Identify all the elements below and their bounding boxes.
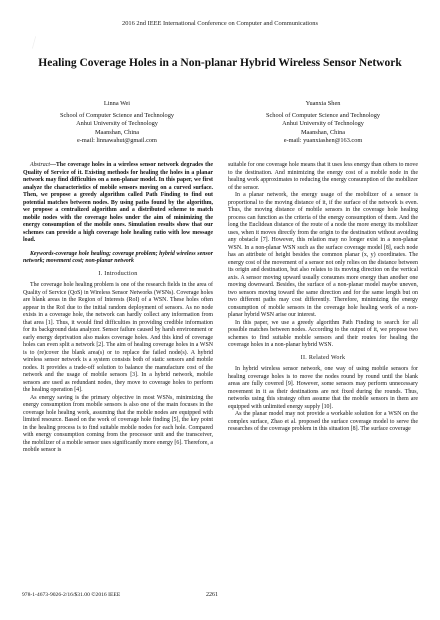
paragraph: In hybrid wireless sensor network, one way of using mobile sensors for healing coverage holes is to move the nodes round by round until the blank areas are fully covered [9]. However, some sensors may perform unnecessary movement in it as their destinations are not fixed during the rounds. Thus, networks using this strategy often assume that the mobile sensors in them are equipped with unlimited energy supply [10]. — [228, 366, 418, 410]
page-number: 2261 — [206, 592, 218, 598]
keywords-text: coverage hole healing; coverage problem; hybrid wireless sensor network; movement cost; non-planar network — [23, 250, 213, 264]
left-column — [23, 162, 213, 455]
section-heading-related: II. Related Work — [300, 354, 346, 361]
section-heading-intro: I. Introduction — [98, 270, 138, 277]
author-univ: Anhui University of Technology — [282, 120, 364, 128]
author-city: Maanshan, China — [300, 128, 346, 136]
author-block-2 — [228, 100, 418, 145]
author-email[interactable]: e-mail: linnawahut@gmail.com — [77, 136, 157, 144]
right-column — [228, 162, 418, 434]
paragraph: The coverage hole healing problem is one of the research fields in the area of Quality of Service (QoS) in Wireless Sensor Networks (WSNs). Coverage holes are blank areas in the Region of Interests (RoI) of a WSN. These holes often appear in the RoI due to the initial random deployment of sensors. As no node exists in a coverage hole, the network can hardly collect any information from that area [1]. Thus, it would find difficulties in providing credible information for its background data analyzer. Sensor failure caused by harsh environment or early energy deprivation also makes coverage holes. And this kind of coverage holes can even split a network [2]. The aim of healing coverage holes in a WSN is to (re)cover the blank area(s) or to replace the failed node(s). A hybrid wireless sensor network is a system consists both of static sensors and mobile nodes. It provides a trade-off solution to balance the manufacture cost of the network and the usage of mobile sensors [3]. In a hybrid network, mobile sensors are used as redundant nodes, they move to coverage holes to perform the healing operation [4]. — [23, 282, 213, 393]
paragraph: As the planar model may not provide a workable solution for a WSN on the complex surface, Zhao et al. proposed the surface coverage model to serve the researches of the coverage problem in this situation [8]. The surface coverage — [228, 411, 418, 432]
author-dept: School of Computer Science and Technology — [266, 112, 380, 120]
conference-header: 2016 2nd IEEE International Conference on Computer and Communications — [122, 20, 318, 27]
watermark: ⟋ — [27, 34, 42, 53]
author-email[interactable]: e-mail: yuanxiashen@163.com — [283, 136, 363, 144]
author-name: Yuanxia Shen — [305, 100, 341, 107]
paragraph: suitable for one coverage hole means that it uses less energy than others to move to the destination. And minimizing the energy cost of a mobile node in the healing work approximates to reducing the energy consumption of the mobilizer of the sensor. — [228, 162, 418, 191]
abstract-text: —The coverage holes in a wireless sensor network degrades the Quality of Service of it. Existing methods for healing the holes in a planar network may find difficulties on a non-planar model. In this paper, we first analyze the characteristics of mobile sensors moving on a curved surface. Then, we propose a greedy algorithm called Path Finding to find out potential matches between nodes. By using paths found by the algorithm, we propose a centralized algorithm and a distributed scheme to match mobile nodes with the coverage holes under the aim of minimizing the energy consumption of the mobile ones. Simulation results show that our schemes can provide a high coverage hole healing ratio with low message load. — [23, 162, 213, 243]
keywords — [23, 251, 213, 266]
author-univ: Anhui University of Technology — [76, 120, 158, 128]
paragraph: As energy saving is the primary objective in most WSNs, minimizing the energy consumption from mobile sensors is also one of the main focuses in the coverage hole healing work, assuming that the mobile nodes are equipped with limited resource. Based on the work of coverage hole finding [5], the key point in the healing process is to find suitable mobile nodes for each hole. Compared with energy consumption coming from the processor unit and the transceiver, the mobilizer of a mobile sensor uses significantly more energy [6]. Therefore, a mobile sensor is — [23, 394, 213, 453]
footer-isbn: 978-1-4673-9026-2/16/$31.00 ©2016 IEEE — [22, 592, 121, 598]
paragraph: In a planar network, the energy usage of the mobilizer of a sensor is proportional to the moving distance of it, if the surface of the network is even. Thus, the moving distance of mobile sensors in the coverage hole healing process can function as the criteria of the energy consumption of them. And the long the Euclidean distance of the route of a node the more energy its mobilizer uses, when it moves directly from the origin to the destination without avoiding any obstacle [7]. However, this relation may no longer exist in a non-planar WSN. In a non-planar WSN such as the surface coverage model [8], each node has an attribute of height besides the common planar (x, y) coordinates. The energy cost of the movement of a sensor not only relies on the distance between its origin and destination, but also relates to its moving direction on the vertical axis. A sensor moving upward usually consumes more energy than another one moving downward. Besides, the surface of a non-planar model maybe uneven, two sensors moving toward the same direction and for the same length but on two different paths may cost differently. Therefore, minimizing the energy consumption of mobile sensors in the coverage hole healing work of a non-planar hybrid WSN arise our interest. — [228, 192, 418, 318]
author-city: Maanshan, China — [94, 128, 140, 136]
author-block-1 — [22, 100, 212, 145]
keywords-label: Keywords- — [30, 250, 56, 257]
paragraph: In this paper, we use a greedy algorithm Path Finding to search for all possible matches between nodes. According to the output of it, we propose two schemes to find suitable mobile sensors and their routes for healing the coverage holes in a non-planar hybrid WSN. — [228, 319, 418, 348]
abstract-label: Abstract — [30, 162, 50, 168]
abstract — [23, 162, 213, 245]
author-dept: School of Computer Science and Technology — [60, 112, 174, 120]
paper-title: Healing Coverage Holes in a Non-planar Hybrid Wireless Sensor Network — [38, 57, 402, 69]
author-name: Linna Wei — [103, 100, 131, 107]
